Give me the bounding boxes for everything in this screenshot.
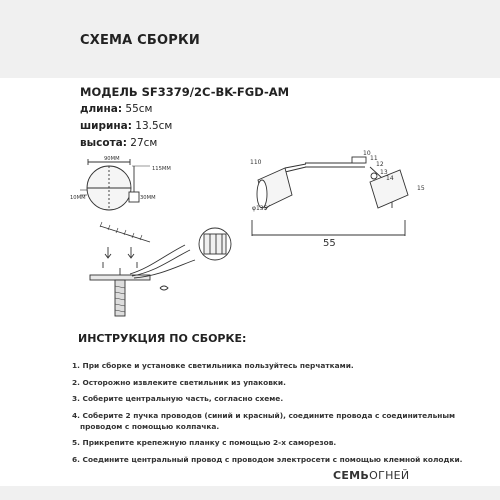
base-plate-rod (90, 268, 150, 316)
dimension-value: 55см (125, 103, 153, 115)
dimension-value: 27см (130, 137, 158, 149)
label-11: 11 (370, 155, 378, 162)
label-115mm: 115MM (152, 166, 171, 172)
list-item: 5. Прикрепите крепежную планку с помощью 2-х саморезов. (72, 438, 337, 448)
assembly-diagram (70, 150, 430, 328)
label-13: 13 (380, 169, 388, 176)
terminal-block-detail (199, 228, 231, 260)
brand-part-1: СЕМЬ (333, 469, 370, 482)
list-item: 3. Соберите центральную часть, согласно схеме. (72, 394, 284, 404)
label-14: 14 (386, 175, 394, 182)
list-item: проводом с помощью колпачка. (80, 421, 220, 431)
mounting-plate-drawing (80, 159, 150, 210)
label-15: 15 (417, 185, 425, 192)
label-12: 12 (376, 161, 384, 168)
list-item: 4. Соберите 2 пучка проводов (синий и красный), соедините провода с соединительным (72, 410, 456, 420)
dimension-key: высота: (80, 137, 127, 149)
label-d135: φ135 (252, 205, 268, 212)
list-item: 6. Соедините центральный провод с проводом электросети с помощью клемной колодки. (72, 454, 463, 464)
list-item: 2. Осторожно извлеките светильник из упаковки. (72, 377, 286, 387)
brand-logo (333, 469, 409, 482)
label-length-55: 55 (323, 238, 336, 249)
label-10: 10 (363, 150, 371, 157)
dimension-key: ширина: (80, 120, 132, 132)
ceiling-hatch (100, 222, 150, 242)
header-bar (0, 0, 500, 78)
dimension-length (80, 103, 152, 115)
dimension-height (80, 137, 157, 149)
screws (103, 247, 137, 268)
footer-bar (0, 486, 500, 500)
label-10mm: 10MM (70, 195, 86, 201)
dimension-value: 13.5см (135, 120, 173, 132)
list-item: 1. При сборке и установке светильника пользуйтесь перчатками. (72, 361, 354, 370)
instructions-list (72, 360, 472, 471)
label-110: 110 (250, 159, 262, 166)
instructions-title: ИНСТРУКЦИЯ ПО СБОРКЕ: (78, 332, 247, 345)
label-30mm: 30MM (140, 195, 156, 201)
dimension-width (80, 120, 172, 132)
wires (130, 245, 195, 290)
label-90mm: 90MM (104, 156, 120, 162)
model-number: МОДЕЛЬ SF3379/2C-BK-FGD-AM (80, 85, 290, 99)
dimension-key: длина: (80, 103, 123, 115)
brand-part-2: ОГНЕЙ (369, 469, 410, 482)
page-title: СХЕМА СБОРКИ (80, 33, 200, 48)
